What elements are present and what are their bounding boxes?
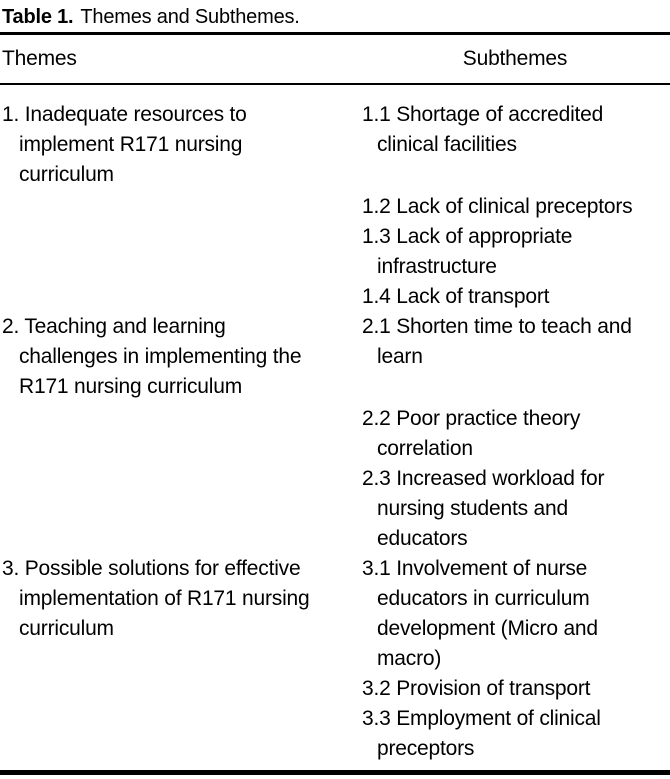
subtheme-line: 1.2 Lack of clinical preceptors <box>362 195 633 218</box>
subtheme-line: infrastructure <box>377 255 497 278</box>
subtheme-cell <box>360 554 670 764</box>
subtheme-line: 1.4 Lack of transport <box>362 285 550 308</box>
subtheme-item <box>362 704 670 764</box>
table-number-label: Table 1. <box>2 6 74 28</box>
theme-line: challenges in implementing the <box>19 345 302 368</box>
column-header-row <box>0 35 670 83</box>
subtheme-item <box>362 404 670 464</box>
theme-cell <box>0 554 360 764</box>
theme-line: curriculum <box>19 617 114 640</box>
table-caption-text: Themes and Subthemes. <box>80 6 300 28</box>
theme-line: implementation of R171 nursing <box>19 587 310 610</box>
theme-line: 2. Teaching and learning <box>2 315 226 338</box>
table-row-group-2 <box>0 312 670 554</box>
subtheme-line: 2.3 Increased workload for <box>362 467 605 490</box>
bottom-rule <box>0 770 670 775</box>
theme-line: curriculum <box>19 163 114 186</box>
subtheme-line: learn <box>377 345 423 368</box>
subtheme-line: 2.1 Shorten time to teach and <box>362 315 632 338</box>
theme-line: 3. Possible solutions for effective <box>2 557 301 580</box>
theme-line: implement R171 nursing <box>19 133 243 156</box>
subtheme-line: 2.2 Poor practice theory <box>362 407 581 430</box>
table-row-group-3 <box>0 554 670 764</box>
subtheme-item <box>362 554 670 674</box>
subtheme-cell <box>360 100 670 312</box>
subtheme-item <box>362 282 670 312</box>
subtheme-line: macro) <box>377 647 442 670</box>
subtheme-line: 3.3 Employment of clinical <box>362 707 601 730</box>
theme-cell <box>0 100 360 312</box>
subtheme-line: educators <box>377 527 468 550</box>
column-header-subthemes: Subthemes <box>462 47 568 70</box>
subtheme-cell <box>360 312 670 554</box>
theme-cell <box>0 312 360 554</box>
subtheme-line: 1.1 Shortage of accredited <box>362 103 604 126</box>
subtheme-line: development (Micro and <box>377 617 598 640</box>
column-header-themes: Themes <box>2 47 77 70</box>
subtheme-line: 3.1 Involvement of nurse <box>362 557 588 580</box>
subtheme-line: clinical facilities <box>377 133 517 156</box>
subtheme-item <box>362 222 670 282</box>
subtheme-item <box>362 464 670 554</box>
subtheme-line: preceptors <box>377 737 475 760</box>
table-caption <box>0 0 670 29</box>
theme-line: 1. Inadequate resources to <box>2 103 247 126</box>
subtheme-line: 3.2 Provision of transport <box>362 677 591 700</box>
subtheme-item <box>362 312 670 372</box>
table-body <box>0 85 670 764</box>
subtheme-line: nursing students and <box>377 497 568 520</box>
subtheme-line: 1.3 Lack of appropriate <box>362 225 573 248</box>
subtheme-item <box>362 192 670 222</box>
theme-line: R171 nursing curriculum <box>19 375 242 398</box>
subtheme-line: educators in curriculum <box>377 587 590 610</box>
subtheme-item <box>362 100 670 160</box>
subtheme-line: correlation <box>377 437 473 460</box>
subtheme-item <box>362 674 670 704</box>
table-row-group-1 <box>0 100 670 312</box>
